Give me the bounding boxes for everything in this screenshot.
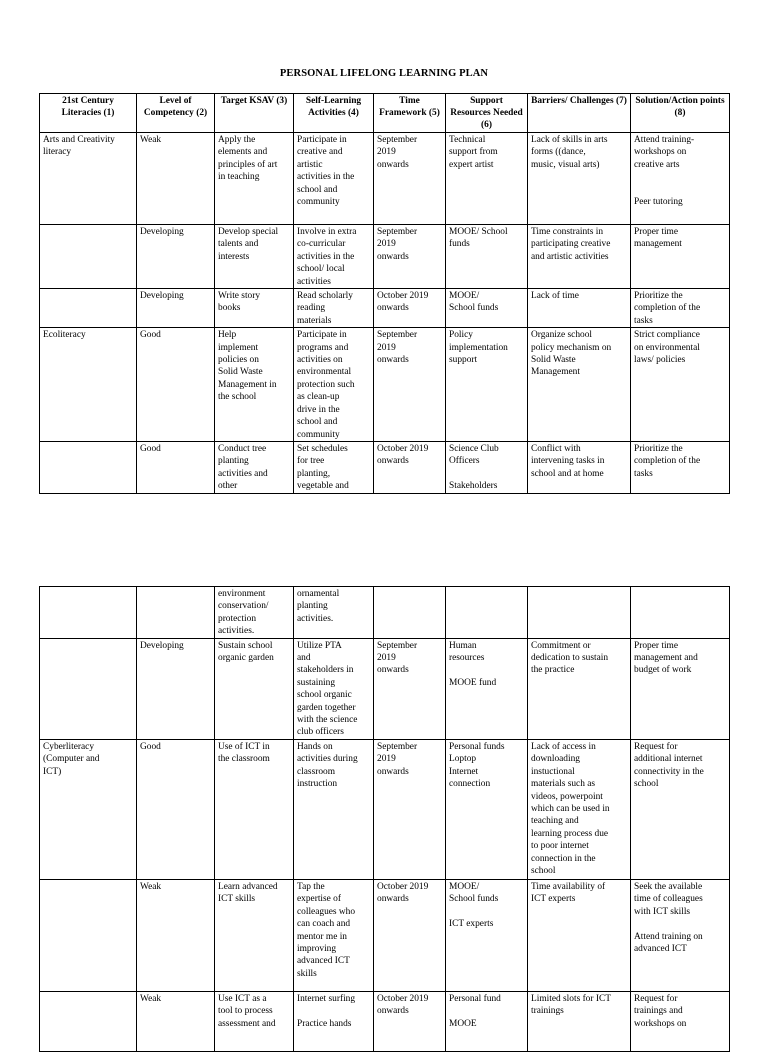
table-cell [528,991,631,1051]
cell-text: Request for trainings and workshops on [634,993,687,1029]
cell-text: Tap the expertise of colleagues who can coach and mentor me in improving advanced ICT skills [297,881,356,979]
table-cell [528,638,631,739]
table-cell [294,328,374,442]
table-cell [215,133,294,225]
table-row [40,328,730,442]
table-cell [215,879,294,991]
table-cell [40,739,137,879]
cell-text: MOOE/ School funds [449,291,499,314]
table-cell [631,441,730,493]
table-cell [631,289,730,328]
cell-text: Participate in creative and artistic activities in the school and community [297,135,355,208]
cell-text: September 2019 onwards [377,227,418,262]
table-cell [374,879,446,991]
cell-text: Develop special talents and interests [218,227,279,262]
header-cell: Level of Competency (2) [137,94,215,133]
table-cell [528,879,631,991]
table-cell [40,289,137,328]
cell-text: Good [140,443,161,454]
cell-text: Use of ICT in the classroom [218,741,270,765]
table-cell [40,879,137,991]
cell-text: Proper time management [634,227,682,250]
table-cell [215,587,294,639]
cell-text: Sustain school organic garden [218,640,274,664]
cell-text: ornamental planting activities. [297,589,340,624]
table-cell [294,638,374,739]
table-cell [528,289,631,328]
cell-text: Science Club Officers Stakeholders [449,443,499,492]
header-cell: 21st Century Literacies (1) [40,94,137,133]
header-cell: Time Framework (5) [374,94,446,133]
table-cell [528,587,631,639]
table-cell [374,991,446,1051]
cell-text: Attend training- workshops on creative arts Peer tutoring [634,135,695,208]
cell-text: Time availability of ICT experts [531,881,606,905]
table-cell [446,328,528,442]
page-break-gap [0,500,768,580]
table-cell [137,225,215,289]
cell-text: Limited slots for ICT trainings [531,993,611,1017]
table-cell [374,441,446,493]
table-cell [40,587,137,639]
cell-text: Commitment or dedication to sustain the practice [531,640,609,676]
header-cell: Target KSAV (3) [215,94,294,133]
cell-text: Prioritize the completion of the tasks [634,443,701,479]
table-cell [446,638,528,739]
cell-text: Developing [140,227,184,237]
table-cell [631,991,730,1051]
table-cell [631,328,730,442]
table-cell [528,133,631,225]
cell-text: October 2019 onwards [377,291,429,314]
table-row [40,289,730,328]
table-cell [446,739,528,879]
table-cell [446,289,528,328]
table-cell [137,133,215,225]
table-row [40,587,730,639]
table-cell [215,638,294,739]
table-cell [374,289,446,328]
cell-text: MOOE/ School funds ICT experts [449,881,499,930]
header-cell: Support Resources Needed (6) [446,94,528,133]
cell-text: Lack of access in downloading instuctional materials such as videos, powerpoint which can be used in teaching and learning process due to poor internet connection in the school [531,741,610,876]
cell-text: Hands on activities during classroom instruction [297,741,358,790]
cell-text: Conduct tree planting activities and other [218,443,268,492]
cell-text: Ecoliteracy [43,330,86,341]
table-header-row [40,94,730,133]
cell-text: Involve in extra co-curricular activities in the school/ local activities [297,227,357,287]
learning-plan-table-page-1 [39,93,730,494]
header-cell: Barriers/ Challenges (7) [528,94,631,133]
table-cell [631,225,730,289]
table-cell [294,991,374,1051]
table-cell [631,638,730,739]
table-cell [446,441,528,493]
table-cell [528,739,631,879]
table-cell [40,441,137,493]
table-cell [294,133,374,225]
table-cell [40,328,137,442]
table-cell [374,638,446,739]
table-cell [528,225,631,289]
table-row [40,879,730,991]
table-cell [294,879,374,991]
cell-text: October 2019 onwards [377,993,429,1017]
table-cell [374,133,446,225]
table-cell [40,991,137,1051]
cell-text: Lack of skills in arts forms ((dance, music, visual arts) [531,135,608,170]
cell-text: October 2019 onwards [377,881,429,905]
table-cell [374,587,446,639]
cell-text: Lack of time [531,291,579,302]
table-cell [528,441,631,493]
table-row [40,638,730,739]
cell-text: Developing [140,291,184,302]
cell-text: Arts and Creativity literacy [43,135,115,158]
cell-text: Proper time management and budget of work [634,640,698,676]
cell-text: Strict compliance on environmental laws/ policies [634,330,700,366]
table-cell [528,328,631,442]
header-cell: Solution/Action points (8) [631,94,730,133]
cell-text: Request for additional internet connectivity in the school [634,741,704,790]
cell-text: October 2019 onwards [377,443,429,467]
cell-text: Set schedules for tree planting, vegetable and [297,443,349,492]
cell-text: Good [140,330,161,341]
table-cell [294,441,374,493]
table-cell [294,739,374,879]
table-cell [374,739,446,879]
table-cell [294,587,374,639]
table-row [40,225,730,289]
table-cell [446,991,528,1051]
table-cell [215,739,294,879]
cell-text: Weak [140,993,162,1004]
page-title: PERSONAL LIFELONG LEARNING PLAN [279,68,489,79]
table-cell [374,328,446,442]
table-row [40,441,730,493]
cell-text: Personal funds Loptop Internet connection [449,741,505,790]
table-cell [137,289,215,328]
table-row [40,739,730,879]
cell-text: Participate in programs and activities on environmental protection such as clean-up drive in the school and community [297,330,355,440]
table-cell [215,225,294,289]
cell-text: Human resources MOOE fund [449,640,497,688]
table-cell [137,991,215,1051]
cell-text: Apply the elements and principles of art in teaching [218,135,278,183]
learning-plan-table-page-2 [39,586,730,1052]
table-cell [631,133,730,225]
cell-text: Good [140,741,161,752]
table-cell [294,289,374,328]
table-cell [137,441,215,493]
table-cell [215,328,294,442]
cell-text: Cyberliteracy (Computer and ICT) [43,741,100,777]
cell-text: Weak [140,881,162,892]
cell-text: Help implement policies on Solid Waste Management in the school [218,330,277,403]
cell-text: Utilize PTA and stakeholders in sustaining school organic garden together with the science club officers [297,640,358,738]
table-cell [137,879,215,991]
table-row [40,991,730,1051]
cell-text: Read scholarly reading materials [297,291,353,326]
table-cell [631,587,730,639]
cell-text: Conflict with intervening tasks in school and at home [531,443,605,479]
cell-text: Technical support from expert artist [449,135,498,170]
table-cell [294,225,374,289]
table-cell [446,879,528,991]
cell-text: Organize school policy mechanism on Solid Waste Management [531,330,612,378]
cell-text: September 2019 onwards [377,741,418,777]
cell-text: Write story books [218,291,261,314]
table-cell [631,739,730,879]
table-cell [215,289,294,328]
cell-text: MOOE/ School funds [449,227,508,250]
table-cell [215,441,294,493]
table-cell [137,587,215,639]
cell-text: Prioritize the completion of the tasks [634,291,701,326]
cell-text: Developing [140,640,184,651]
cell-text: Learn advanced ICT skills [218,881,278,905]
table-cell [374,225,446,289]
table-cell [40,133,137,225]
header-cell: Self-Learning Activities (4) [294,94,374,133]
table-cell [137,328,215,442]
table-cell [137,739,215,879]
table-cell [137,638,215,739]
table-cell [446,587,528,639]
cell-text: September 2019 onwards [377,135,418,170]
cell-text: Internet surfing Practice hands [297,993,356,1029]
table-cell [40,225,137,289]
table-cell [446,133,528,225]
cell-text: Policy implementation support [449,330,508,366]
table-cell [631,879,730,991]
cell-text: September 2019 onwards [377,640,418,676]
table-cell [446,225,528,289]
table-row [40,133,730,225]
table-cell [215,991,294,1051]
table-cell [40,638,137,739]
cell-text: Seek the available time of colleagues with ICT skills Attend training on advanced ICT [634,881,703,954]
cell-text: September 2019 onwards [377,330,418,366]
cell-text: Personal fund MOOE [449,993,501,1029]
cell-text: Weak [140,135,162,145]
cell-text: Use ICT as a tool to process assessment and [218,993,276,1029]
cell-text: environment conservation/ protection activities. [218,589,269,637]
cell-text: Time constraints in participating creative and artistic activities [531,227,611,262]
